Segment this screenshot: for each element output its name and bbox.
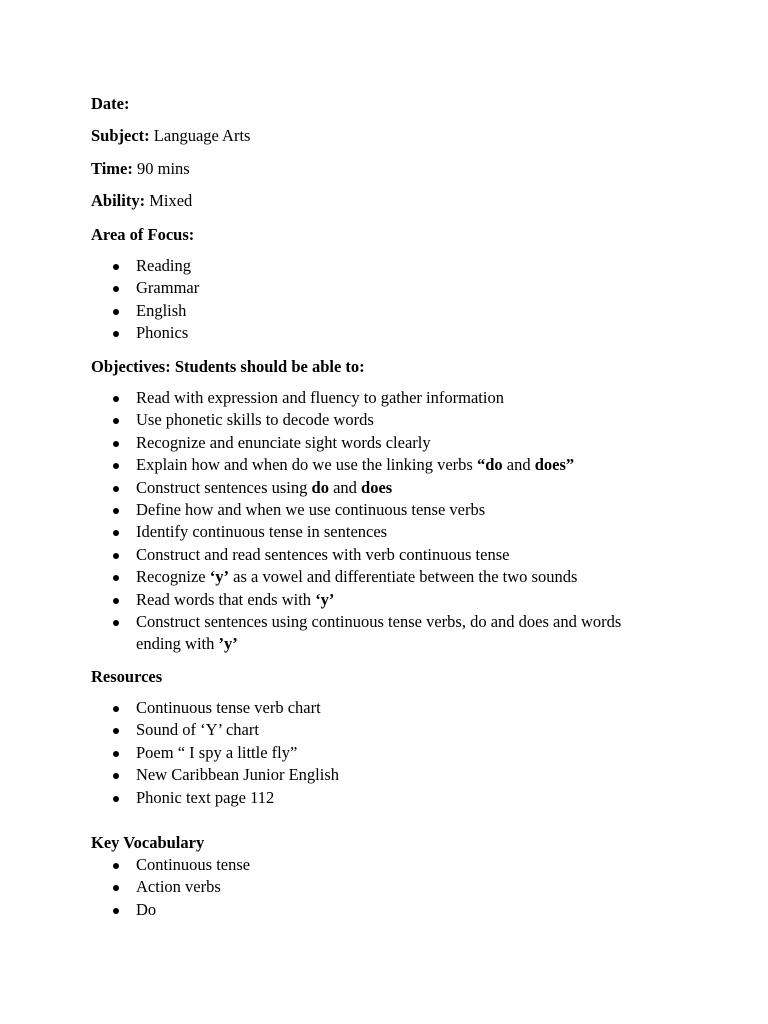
bullet-icon [113,331,119,337]
bullet-icon [113,530,119,536]
vocabulary-heading: Key Vocabulary [91,833,205,852]
ability-label: Ability: [91,191,146,210]
bullet-icon [113,796,119,802]
list-item: Phonic text page 112 [0,787,339,809]
list-item: Action verbs [0,876,250,898]
resources-list [0,697,339,809]
bullet-icon [113,575,119,581]
time-label: Time: [91,159,133,178]
resources-heading: Resources [91,667,163,686]
time-line [91,159,190,179]
list-item: Sound of ‘Y’ chart [0,719,339,741]
subject-value: Language Arts [153,126,251,145]
date-label: Date: [91,94,130,113]
bullet-icon [113,418,119,424]
subject-line [91,126,250,146]
bullet-icon [113,441,119,447]
list-item: Define how and when we use continuous tense verbs [0,499,656,521]
list-item: Construct and read sentences with verb continuous tense [0,544,656,566]
list-item: Explain how and when do we use the linking verbs “do and does” [0,454,656,476]
bullet-icon [113,286,119,292]
bullet-icon [113,508,119,514]
bullet-icon [113,751,119,757]
list-item: Read with expression and fluency to gather information [0,387,656,409]
bullet-icon [113,309,119,315]
bullet-icon [113,463,119,469]
list-item: Continuous tense verb chart [0,697,339,719]
bullet-icon [113,773,119,779]
list-item: Phonics [0,322,199,344]
list-item: Grammar [0,277,199,299]
bullet-icon [113,486,119,492]
subject-label: Subject: [91,126,150,145]
vocabulary-list [0,854,250,921]
list-item: Construct sentences using do and does [0,477,656,499]
list-item: Identify continuous tense in sentences [0,521,656,543]
bullet-icon [113,706,119,712]
focus-list [0,255,199,345]
bullet-icon [113,863,119,869]
bullet-icon [113,396,119,402]
list-item: Recognize and enunciate sight words clearly [0,432,656,454]
list-item: Construct sentences using continuous tense verbs, do and does and words ending with ’y’ [0,611,656,656]
list-item: Poem “ I spy a little fly” [0,742,339,764]
list-item: New Caribbean Junior English [0,764,339,786]
list-item: English [0,300,199,322]
bullet-icon [113,728,119,734]
bullet-icon [113,620,119,626]
bullet-icon [113,553,119,559]
ability-line [91,191,192,211]
list-item: Reading [0,255,199,277]
list-item: Recognize ‘y’ as a vowel and differentiate between the two sounds [0,566,656,588]
bullet-icon [113,885,119,891]
list-item: Use phonetic skills to decode words [0,409,656,431]
list-item: Read words that ends with ‘y’ [0,589,656,611]
bullet-icon [113,908,119,914]
objectives-heading: Objectives: Students should be able to: [91,357,365,376]
ability-value: Mixed [149,191,193,210]
bullet-icon [113,598,119,604]
list-item: Continuous tense [0,854,250,876]
focus-heading: Area of Focus: [91,225,195,244]
time-value: 90 mins [136,159,190,178]
bullet-icon [113,264,119,270]
objectives-list [0,387,656,656]
list-item: Do [0,899,250,921]
